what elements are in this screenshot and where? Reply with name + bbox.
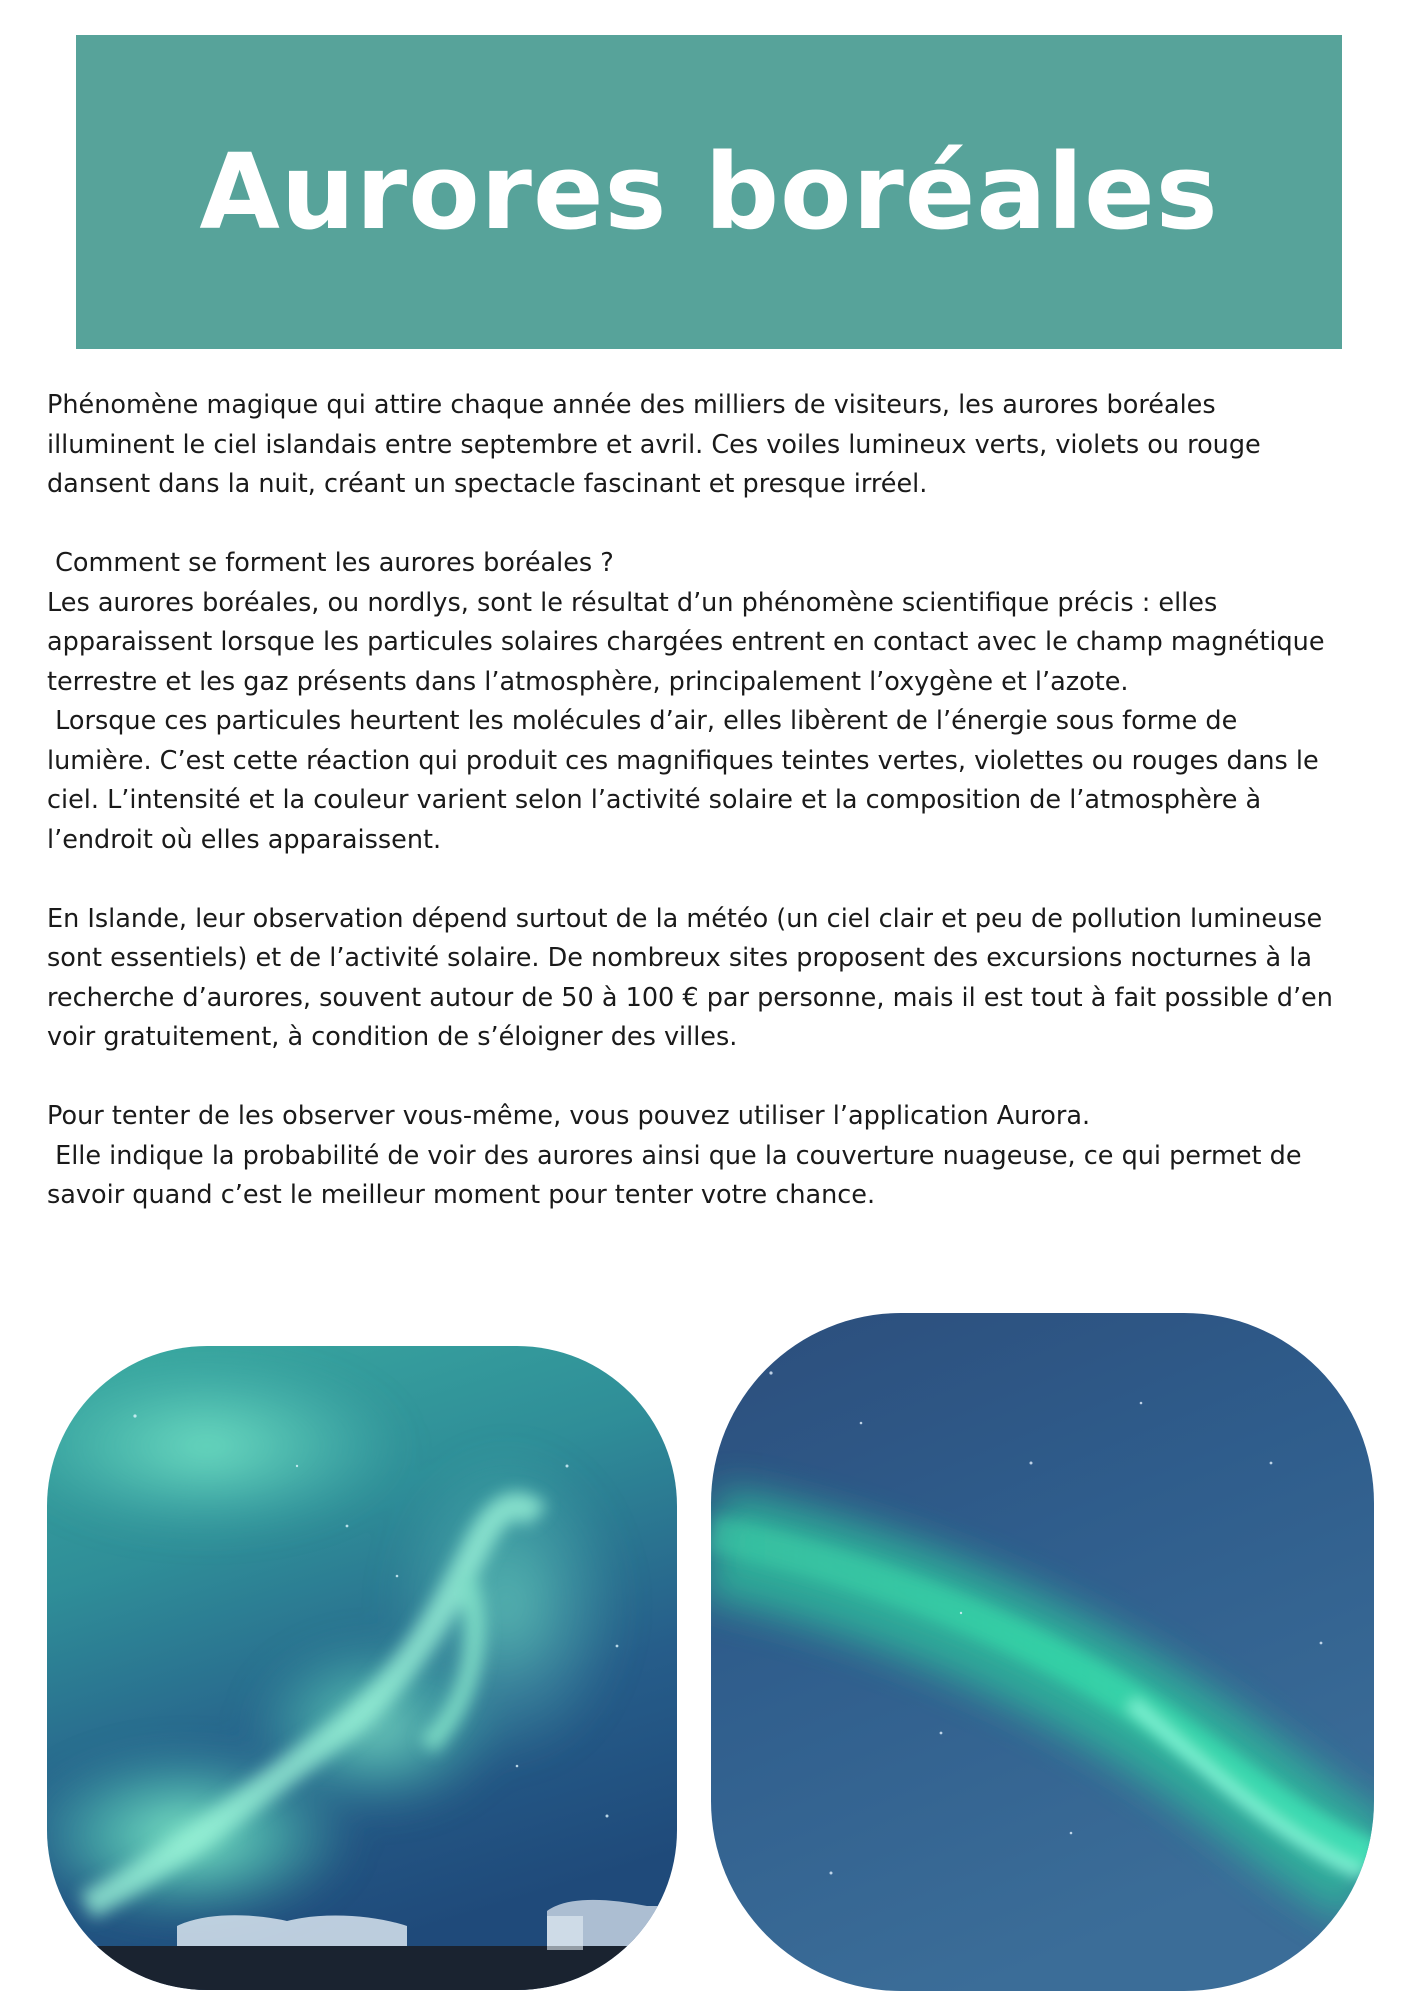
page-title: Aurores boréales — [199, 131, 1219, 253]
paragraph-gap — [47, 505, 1377, 545]
article-body — [47, 386, 1377, 1216]
aurora-photo-left — [47, 1346, 677, 1990]
aurora-photo-right-image — [711, 1313, 1374, 1991]
formation-paragraph: Comment se forment les aurores boréales ? Les aurores boréales, ou nordlys, sont le résultat d’un phénomène scientifique précis : elles apparaissent lorsque les particules solaires chargées entrent en contact avec le champ magnétique terrestre et les gaz présents dans l’atmosphère, principalement l’oxygène et l’azote. Lorsque ces particules heurtent les molécules d’air, elles libèrent de l’énergie sous forme de lumière. C’est cette réaction qui produit ces magnifiques teintes vertes, violettes ou rouges dans le ciel. L’intensité et la couleur varient selon l’activité solaire et la composition de l’atmosphère à l’endroit où elles apparaissent. — [47, 548, 1325, 855]
paragraph-gap — [47, 860, 1377, 900]
observation-paragraph: En Islande, leur observation dépend surtout de la météo (un ciel clair et peu de pollution lumineuse sont essentiels) et de l’activité solaire. De nombreux sites proposent des excursions nocturnes à la recherche d’aurores, souvent autour de 50 à 100 € par personne, mais il est tout à fait possible d’en voir gratuitement, à condition de s’éloigner des villes. — [47, 903, 1333, 1052]
intro-paragraph: Phénomène magique qui attire chaque année des milliers de visiteurs, les aurores boréales illuminent le ciel islandais entre septembre et avril. Ces voiles lumineux verts, violets ou rouge dansent dans la nuit, créant un spectacle fascinant et presque irréel. — [47, 390, 1261, 499]
title-banner — [76, 35, 1342, 349]
aurora-photo-left-image — [47, 1346, 677, 1990]
aurora-app-paragraph: Pour tenter de les observer vous-même, vous pouvez utiliser l’application Aurora. Elle indique la probabilité de voir des aurores ainsi que la couverture nuageuse, ce qui permet de savoir quand c’est le meilleur moment pour tenter votre chance. — [47, 1101, 1302, 1210]
paragraph-gap — [47, 1058, 1377, 1098]
aurora-photo-right — [711, 1313, 1374, 1991]
